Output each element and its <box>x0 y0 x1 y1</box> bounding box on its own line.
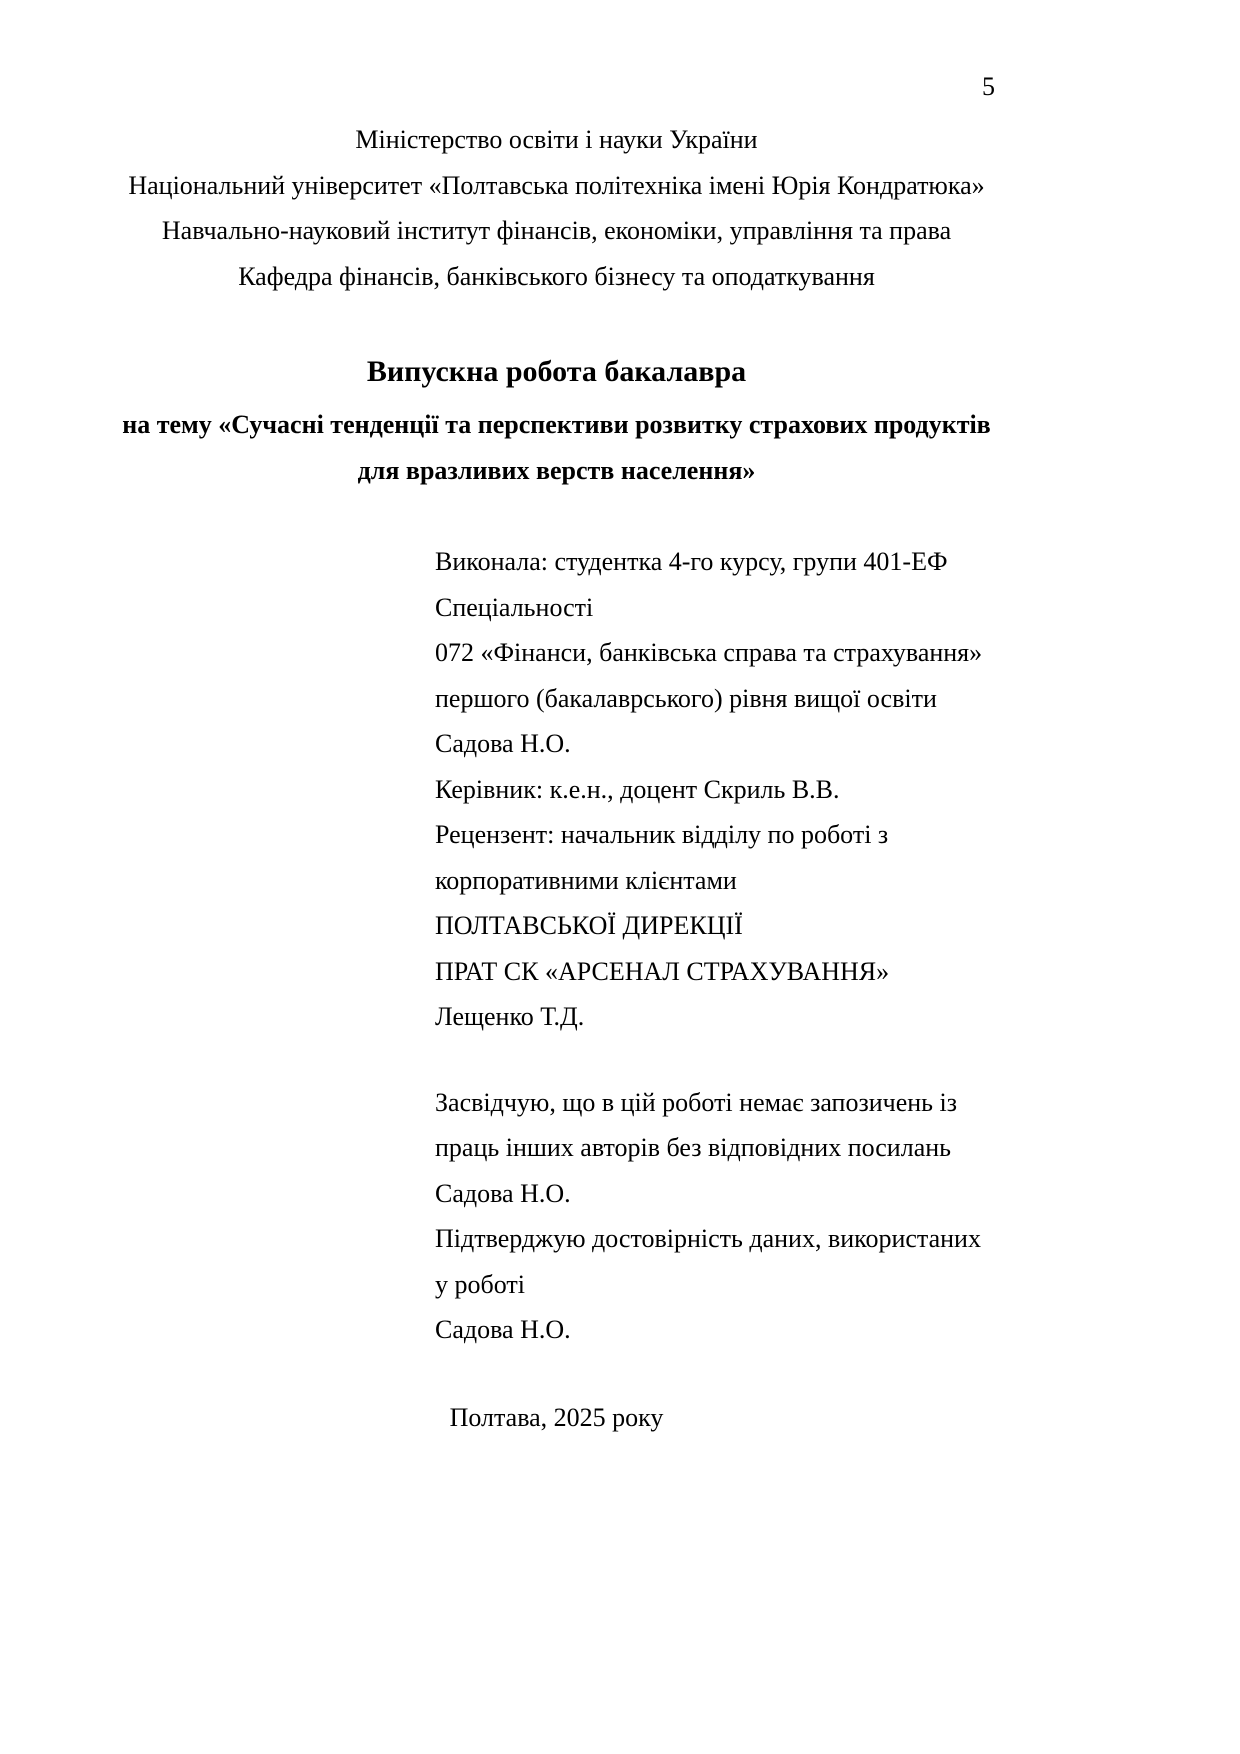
author-line-reviewer-dept: корпоративними клієнтами <box>435 865 737 895</box>
declaration-line-no-plagiarism-1: Засвідчую, що в цій роботі немає запозичень із <box>435 1087 958 1117</box>
thesis-type-title: Випускна робота бакалавра <box>366 355 747 388</box>
author-line-reviewer-company: ПРАТ СК «АРСЕНАЛ СТРАХУВАННЯ» <box>435 956 890 986</box>
header-line-department: Кафедра фінансів, банківського бізнесу та оподаткування <box>238 261 875 291</box>
author-line-degree-level: першого (бакалаврського) рівня вищої освіти <box>435 683 937 713</box>
author-line-supervisor: Керівник: к.е.н., доцент Скриль В.В. <box>435 774 840 804</box>
declaration-line-no-plagiarism-2: праць інших авторів без відповідних посилань <box>435 1133 952 1162</box>
header-line-institute: Навчально-науковий інститут фінансів, економіки, управління та права <box>161 216 952 245</box>
author-line-reviewer-directorate: ПОЛТАВСЬКОЇ ДИРЕКЦІЇ <box>435 911 743 940</box>
header-line-university: Національний університет «Полтавська політехніка імені Юрія Кондратюка» <box>128 170 985 200</box>
declaration-line-data-validity-2: у роботі <box>435 1269 525 1299</box>
author-line-specialty-code: 072 «Фінанси, банківська справа та страхування» <box>435 638 983 667</box>
declaration-block <box>435 1080 995 1353</box>
page-number: 5 <box>982 72 995 101</box>
declaration-signature-name: Садова Н.О. <box>435 1315 571 1344</box>
city-year-line: Полтава, 2025 року <box>449 1402 664 1432</box>
author-line-specialty-label: Спеціальності <box>435 592 594 622</box>
author-info-block <box>435 539 995 1040</box>
author-line-student-name: Садова Н.О. <box>435 729 571 758</box>
author-line-reviewer-title: Рецензент: начальник відділу по роботі з <box>435 820 889 849</box>
author-line-performed-by: Виконала: студентка 4-го курсу, групи 401-ЕФ <box>435 547 948 576</box>
thesis-topic <box>78 402 1035 493</box>
thesis-topic-line: на тему «Сучасні тенденції та перспективи розвитку страхових продуктів <box>122 410 991 439</box>
footer-block <box>118 1395 995 1441</box>
header-line-ministry: Міністерство освіти і науки України <box>355 125 758 154</box>
institution-header <box>78 117 1035 299</box>
declaration-signature-name: Садова Н.О. <box>435 1178 571 1208</box>
thesis-topic-line: для вразливих верств населення» <box>357 455 756 485</box>
thesis-title-block <box>78 347 1035 493</box>
author-line-reviewer-name: Лещенко Т.Д. <box>435 1002 585 1031</box>
declaration-line-data-validity-1: Підтверджую достовірність даних, використаних <box>435 1224 981 1253</box>
